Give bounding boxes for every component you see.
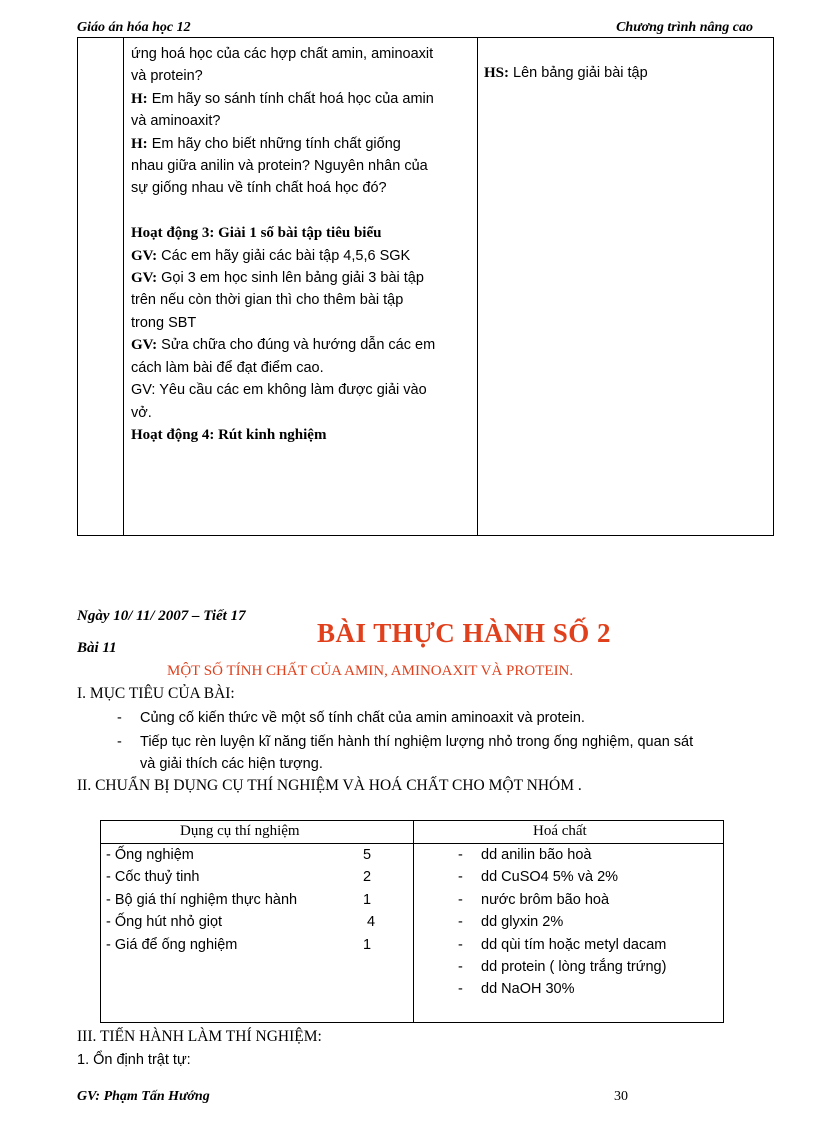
equipment-qty: 4 <box>367 914 376 931</box>
teacher-line <box>131 200 471 222</box>
bullet-dash: - <box>117 734 122 750</box>
teacher-line <box>131 402 471 424</box>
chemical-item: dd glyxin 2% <box>481 914 564 931</box>
chemical-dash: - <box>458 981 463 998</box>
lesson-title: BÀI THỰC HÀNH SỐ 2 <box>317 618 612 648</box>
line-text: Các em hãy giải các bài tập 4,5,6 SGK <box>157 247 411 264</box>
table-divider-1 <box>123 38 124 536</box>
line-text: và protein? <box>131 68 203 85</box>
equipment-name: - Ống nghiệm <box>106 847 194 863</box>
teacher-line <box>131 334 471 356</box>
line-text: Sửa chữa cho đúng và hướng dẫn các em <box>157 337 436 354</box>
lesson-subtitle: MỘT SỐ TÍNH CHẤT CỦA AMIN, AMINOAXIT VÀ PROTEIN. <box>167 663 574 679</box>
student-label: HS: <box>484 65 510 81</box>
chemical-dash: - <box>458 891 463 908</box>
teacher-line <box>131 424 471 446</box>
bullet-dash: - <box>117 710 122 726</box>
equipment-table-divider <box>413 820 414 1023</box>
equipment-header: Dụng cụ thí nghiệm <box>180 823 300 839</box>
section-3-heading: III. TIẾN HÀNH LÀM THÍ NGHIỆM: <box>77 1028 322 1045</box>
lesson-number: Bài 11 <box>77 640 117 656</box>
line-label: Hoạt động 4: Rút kinh nghiệm <box>131 426 327 443</box>
equipment-name: - Cốc thuỷ tinh <box>106 869 200 886</box>
objective-2: Tiếp tục rèn luyện kĩ năng tiến hành thí nghiệm lượng nhỏ trong ống nghiệm, quan sát <box>140 734 694 750</box>
header-right: Chương trình nâng cao <box>616 20 753 35</box>
chemical-dash: - <box>458 914 463 931</box>
section-2-heading: II. CHUẨN BỊ DỤNG CỤ THÍ NGHIỆM VÀ HOÁ CHẤT CHO MỘT NHÓM . <box>77 777 582 794</box>
teacher-line <box>131 312 471 334</box>
student-text: Lên bảng giải bài tập <box>509 65 648 81</box>
student-activity <box>484 65 648 82</box>
chemical-item: dd protein ( lòng trắng trứng) <box>481 959 667 975</box>
line-text: cách làm bài để đạt điểm cao. <box>131 359 324 376</box>
equipment-qty: 1 <box>363 936 372 953</box>
chemical-item: dd CuSO4 5% và 2% <box>481 869 619 886</box>
page-number: 30 <box>614 1089 628 1104</box>
teacher-line <box>131 43 471 65</box>
line-text: nhau giữa anilin và protein? Nguyên nhân của <box>131 158 428 175</box>
line-text: và aminoaxit? <box>131 113 221 130</box>
chemical-item: dd NaOH 30% <box>481 981 575 998</box>
line-text: trong SBT <box>131 314 197 331</box>
teacher-line <box>131 110 471 132</box>
line-text: vở. <box>131 404 152 421</box>
equipment-qty: 2 <box>363 869 372 886</box>
chemical-item: nước brôm bão hoà <box>481 891 610 908</box>
equipment-name: - Ống hút nhỏ giọt <box>106 914 223 931</box>
equipment-qty: 5 <box>363 847 372 863</box>
section-1-heading: I. MỤC TIÊU CỦA BÀI: <box>77 685 235 702</box>
line-text: ứng hoá học của các hợp chất amin, aminoaxit <box>131 46 434 62</box>
equipment-name: - Giá để ống nghiệm <box>106 936 238 953</box>
line-text: trên nếu còn thời gian thì cho thêm bài tập <box>131 292 404 309</box>
line-text: GV: Yêu cầu các em không làm được giải vào <box>131 382 427 399</box>
line-text: sự giống nhau về tính chất hoá học đó? <box>131 180 387 197</box>
table-divider-2 <box>477 38 478 536</box>
objective-2-cont: và giải thích các hiện tượng. <box>140 756 323 772</box>
teacher-line <box>131 177 471 199</box>
teacher-line <box>131 289 471 311</box>
teacher-line <box>131 245 471 267</box>
chemical-dash: - <box>458 936 463 953</box>
chemical-dash: - <box>458 847 463 863</box>
teacher-line <box>131 133 471 155</box>
line-text: Em hãy cho biết những tính chất giống <box>147 135 401 152</box>
line-label: H: <box>131 135 148 152</box>
footer-author: GV: Phạm Tấn Hướng <box>77 1089 210 1104</box>
chemical-dash: - <box>458 869 463 886</box>
teacher-line <box>131 267 471 289</box>
chemicals-header: Hoá chất <box>533 823 587 839</box>
teacher-line <box>131 222 471 244</box>
teacher-activities <box>131 43 471 446</box>
line-text: Gọi 3 em học sinh lên bảng giải 3 bài tập <box>157 270 424 287</box>
equipment-name: - Bộ giá thí nghiệm thực hành <box>106 891 298 908</box>
teacher-line <box>131 155 471 177</box>
date-line: Ngày 10/ 11/ 2007 – Tiết 17 <box>77 608 246 624</box>
teacher-line <box>131 379 471 401</box>
line-label: Hoạt động 3: Giải 1 số bài tập tiêu biểu <box>131 225 382 242</box>
line-text: Em hãy so sánh tính chất hoá học của amin <box>147 90 434 107</box>
objective-1: Củng cố kiến thức về một số tính chất của amin aminoaxit và protein. <box>140 710 585 726</box>
equipment-qty: 1 <box>363 891 372 908</box>
equipment-table-header-rule <box>100 843 724 844</box>
teacher-line <box>131 65 471 87</box>
line-label: H: <box>131 90 148 107</box>
chemical-item: dd anilin bão hoà <box>481 847 592 863</box>
line-label: GV: <box>131 247 158 264</box>
chemical-item: dd qùi tím hoặc metyl dacam <box>481 936 667 953</box>
line-label: GV: <box>131 337 158 354</box>
step-1: 1. Ổn định trật tự: <box>77 1052 191 1068</box>
teacher-line <box>131 88 471 110</box>
chemical-dash: - <box>458 959 463 975</box>
line-label: GV: <box>131 270 158 287</box>
teacher-line <box>131 357 471 379</box>
header-left: Giáo án hóa học 12 <box>77 20 191 35</box>
